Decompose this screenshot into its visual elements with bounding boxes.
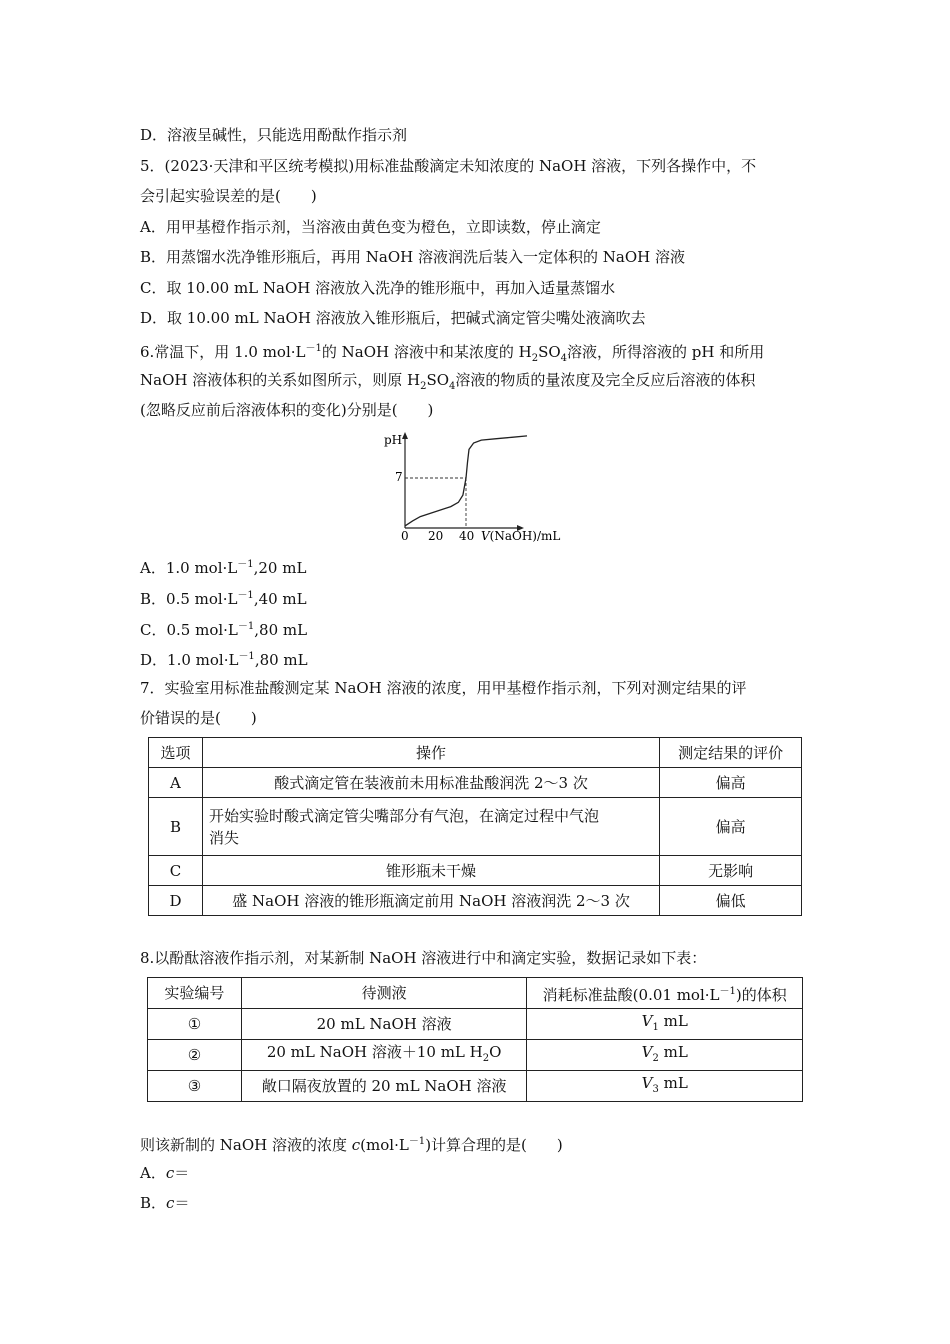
q7-row-c [149, 856, 802, 886]
q8-header-volume: 消耗标准盐酸(0.01 $mol\cdot L^{-1}$)的体积 [527, 978, 803, 1009]
y-axis-arrow [402, 432, 408, 439]
q6-stem-line3: (忽略反应前后溶液体积的变化)分别是( ) [140, 401, 434, 419]
q7-cell-evaluation: 偏高 [660, 768, 802, 798]
q7-cell-option: A [149, 768, 203, 798]
q6-option-b: B．0.5 $mol\cdot L^{-1},40$ mL [140, 590, 307, 608]
q7-header-row [149, 738, 802, 768]
q6-option-d: D．1.0 $mol\cdot L^{-1},80$ mL [140, 651, 308, 669]
x-tick-0: 0 [401, 529, 409, 543]
q8-header-number: 实验编号 [148, 978, 242, 1009]
q5-stem-line2: 会引起实验误差的是( ) [140, 187, 317, 205]
q8-cell-liquid: 敞口隔夜放置的 20 mL NaOH 溶液 [241, 1071, 527, 1102]
q7-header-operation: 操作 [202, 738, 659, 768]
q8-cell-number: ③ [148, 1071, 242, 1102]
q8-option-a: A．c＝ [140, 1164, 190, 1182]
q8-row-1 [148, 1009, 803, 1040]
q8-stem: 8.以酚酞溶液作指示剂，对某新制 NaOH 溶液进行中和滴定实验，数据记录如下表： [140, 949, 707, 967]
x-axis-label: V(NaOH)/mL [481, 529, 561, 543]
q4-option-d: D．溶液呈碱性，只能选用酚酞作指示剂 [140, 126, 408, 144]
q8-cell-number: ② [148, 1040, 242, 1071]
q8-header-liquid: 待测液 [241, 978, 527, 1009]
q8-cell-liquid: 20 mL NaOH 溶液 [241, 1009, 527, 1040]
q7-cell-operation: 开始实验时酸式滴定管尖嘴部分有气泡，在滴定过程中气泡 消失 [202, 798, 659, 856]
x-tick-40: 40 [459, 529, 475, 543]
q8-cell-volume: $V_2$ mL [527, 1040, 803, 1071]
q6-option-c: C．0.5 $mol\cdot L^{-1},80$ mL [140, 621, 308, 639]
q7-stem-line1: 7．实验室用标准盐酸测定某 NaOH 溶液的浓度，用甲基橙作指示剂，下列对测定结果的评 [140, 679, 747, 697]
q8-cell-number: ① [148, 1009, 242, 1040]
q7-cell-operation: 锥形瓶未干燥 [202, 856, 659, 886]
q7-cell-evaluation: 偏高 [660, 798, 802, 856]
q7-row-b [149, 798, 802, 856]
q7-table [148, 737, 802, 916]
q7-row-a [149, 768, 802, 798]
ph-curve [405, 436, 527, 526]
q5-option-c: C．取 10.00 mL NaOH 溶液放入洗净的锥形瓶中，再加入适量蒸馏水 [140, 279, 616, 297]
q7-cell-operation: 酸式滴定管在装液前未用标准盐酸润洗 2～3 次 [202, 768, 659, 798]
q7-header-evaluation: 测定结果的评价 [660, 738, 802, 768]
q7-cell-option: B [149, 798, 203, 856]
q8-row-2 [148, 1040, 803, 1071]
q7-cell-option: D [149, 886, 203, 916]
q5-stem-line1: 5．(2023·天津和平区统考模拟)用标准盐酸滴定未知浓度的 NaOH 溶液，下列各操作中，不 [140, 157, 757, 175]
q6-stem-line2: NaOH 溶液体积的关系如图所示，则原 $H_2SO_4$溶液的物质的量浓度及完全反应后溶液的体积 [140, 371, 756, 392]
q8-cell-volume: $V_3$ mL [527, 1071, 803, 1102]
q8-cell-liquid: 20 mL NaOH 溶液＋10 mL $H_2O$ [241, 1040, 527, 1071]
q8-question: 则该新制的 NaOH 溶液的浓度 $c(mol\cdot L^{-1})$计算合理的是( ) [140, 1136, 563, 1154]
q7-cell-operation: 盛 NaOH 溶液的锥形瓶滴定前用 NaOH 溶液润洗 2～3 次 [202, 886, 659, 916]
q5-option-b: B．用蒸馏水洗净锥形瓶后，再用 NaOH 溶液润洗后装入一定体积的 NaOH 溶液 [140, 248, 685, 266]
q8-header-row [148, 978, 803, 1009]
q7-cell-evaluation: 无影响 [660, 856, 802, 886]
q8-option-b: B．c＝ [140, 1194, 190, 1212]
q5-option-d: D．取 10.00 mL NaOH 溶液放入锥形瓶后，把碱式滴定管尖嘴处液滴吹去 [140, 309, 646, 327]
q8-row-3 [148, 1071, 803, 1102]
x-tick-20: 20 [428, 529, 444, 543]
q7-cell-evaluation: 偏低 [660, 886, 802, 916]
q7-stem-line2: 价错误的是( ) [140, 709, 257, 727]
q7-cell-option: C [149, 856, 203, 886]
ph-titration-chart [378, 428, 578, 548]
q8-table [147, 977, 803, 1102]
q8-cell-volume: $V_1$ mL [527, 1009, 803, 1040]
q6-stem-line1: 6.常温下，用 1.0 $mol\cdot L^{-1}$的 NaOH 溶液中和某浓度的 $H_2SO_4$溶液，所得溶液的 pH 和所用 [140, 343, 765, 364]
q5-option-a: A．用甲基橙作指示剂，当溶液由黄色变为橙色，立即读数，停止滴定 [140, 218, 601, 236]
y-axis-label: pH [384, 433, 403, 447]
q6-option-a: A．1.0 $mol\cdot L^{-1},20$ mL [140, 559, 307, 577]
q7-row-d [149, 886, 802, 916]
y-tick-7: 7 [395, 470, 403, 484]
q7-header-option: 选项 [149, 738, 203, 768]
